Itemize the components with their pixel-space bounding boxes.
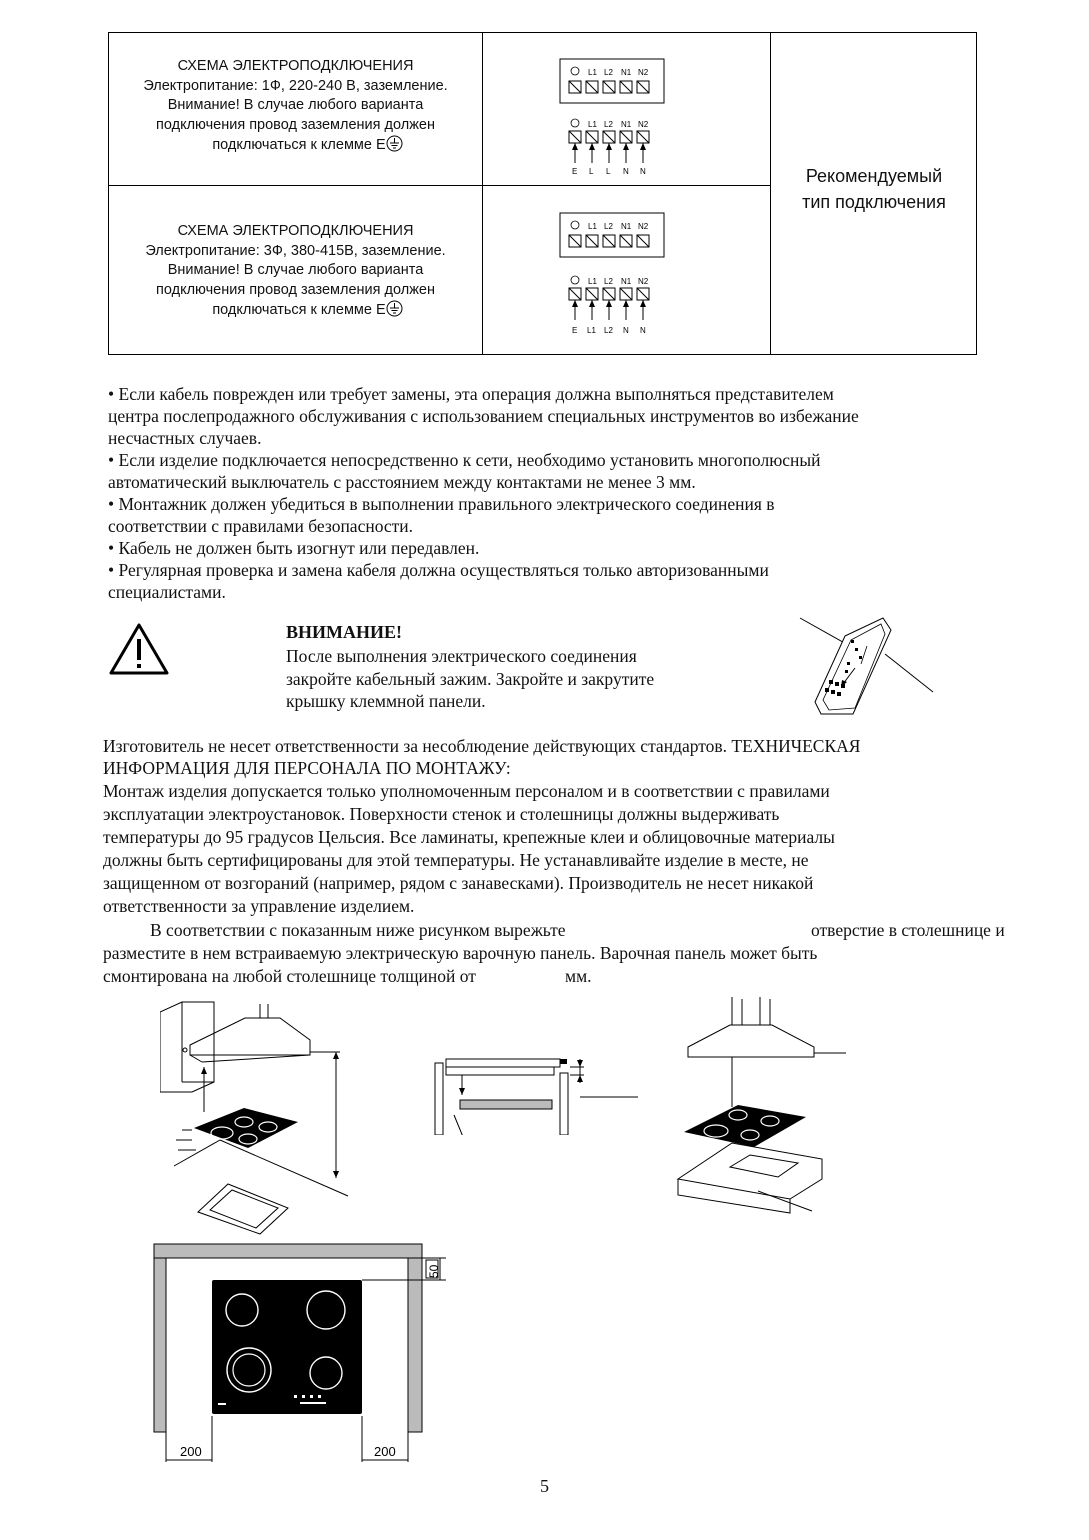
install-line: Монтаж изделия допускается только уполномоченным персоналом и в соответствии с правилами	[103, 781, 830, 801]
terminal-row-bottom	[569, 276, 649, 335]
hood-hob-clearance-illustration	[160, 1000, 360, 1235]
install-line: эксплуатации электроустановок. Поверхности стенок и столешницы должны выдерживать	[103, 804, 780, 824]
cutout-line: отверстие в столешнице и	[811, 920, 1005, 940]
terminal-label: N1	[621, 277, 632, 286]
scheme-2-text	[109, 222, 482, 321]
bullet-line: • Кабель не должен быть изогнут или передавлен.	[108, 538, 480, 558]
bullet-line: • Если кабель поврежден или требует замены, эта операция должна выполняться представителем	[108, 384, 834, 404]
scheme-note-ground	[109, 135, 482, 156]
ground-symbol-icon	[571, 276, 579, 284]
recommended-line: тип подключения	[802, 192, 946, 212]
recommended-connection-label	[771, 163, 977, 215]
hob-clearance-top-view	[150, 1240, 450, 1472]
terminal-label: L2	[604, 222, 613, 231]
wiring-table	[108, 32, 977, 355]
page-number: 5	[540, 1476, 549, 1496]
terminal-label: L2	[604, 277, 613, 286]
wire-label: L2	[604, 326, 613, 335]
dimension-label-left: 200	[180, 1444, 202, 1459]
install-line: температуры до 95 градусов Цельсия. Все ламинаты, крепежные клеи и облицовочные материалы	[103, 827, 835, 847]
ground-symbol-icon	[386, 300, 403, 317]
cutout-line: разместите в нем встраиваемую электрическую варочную панель. Варочная панель может быть	[103, 943, 818, 963]
wire-label: N	[640, 326, 646, 335]
ground-symbol-icon	[571, 221, 579, 229]
scheme-title: СХЕМА ЭЛЕКТРОПОДКЛЮЧЕНИЯ	[177, 58, 414, 74]
countertop-section-illustration	[432, 1055, 642, 1135]
bullet-line: автоматический выключатель с расстоянием между контактами не менее 3 мм.	[108, 472, 696, 492]
cutout-line: смонтирована на любой столешнице толщиной от	[103, 966, 476, 986]
warning-line: крышку клеммной панели.	[286, 691, 486, 711]
scheme-note: подключения провод заземления должен	[156, 281, 435, 298]
recommended-line: Рекомендуемый	[805, 166, 943, 186]
warning-title: ВНИМАНИЕ!	[286, 622, 402, 642]
wire-label: N	[640, 167, 646, 176]
scheme-power: Электропитание: 1Ф, 220-240 В, заземление.	[143, 77, 448, 94]
warning-text	[286, 645, 654, 713]
terminal-diagram-1	[483, 33, 770, 185]
bullet-line: • Монтажник должен убедиться в выполнении правильного электрического соединения в	[108, 494, 775, 514]
bullet-line: специалистами.	[108, 582, 226, 602]
terminal-label: L2	[604, 68, 613, 77]
warning-triangle-icon	[108, 622, 170, 676]
terminal-diagram-2	[483, 186, 770, 354]
cutout-line: В соответствии с показанным ниже рисунком вырежьте	[150, 920, 566, 940]
install-line: ответственности за управление изделием.	[103, 896, 415, 916]
install-line: должны быть сертифицированы для этой температуры. Не устанавливайте изделие в месте, не	[103, 850, 809, 870]
terminal-label: N1	[621, 68, 632, 77]
terminal-label: L1	[588, 68, 597, 77]
table-divider	[109, 185, 482, 186]
scheme-note-ground	[109, 300, 482, 321]
hob-top-view	[212, 1280, 362, 1414]
bullet-line: соответствии с правилами безопасности.	[108, 516, 414, 536]
wire-label: E	[572, 167, 578, 176]
terminal-cover-illustration	[795, 610, 945, 720]
warning-line: закройте кабельный зажим. Закройте и закрутите	[286, 668, 655, 689]
terminal-label: L1	[588, 222, 597, 231]
island-hood-illustration	[672, 995, 847, 1215]
bullet-line: центра послепродажного обслуживания с использованием специальных инструментов во избежание	[108, 406, 859, 426]
terminal-row-bottom	[569, 119, 649, 176]
scheme-1-text	[109, 57, 482, 156]
terminal-label: L2	[604, 120, 613, 129]
scheme-note: Внимание! В случае любого варианта	[167, 262, 424, 278]
dimension-label-right: 200	[374, 1444, 396, 1459]
wire-label: N	[623, 326, 629, 335]
scheme-note: Внимание! В случае любого варианта	[167, 97, 424, 113]
ground-symbol-icon	[571, 119, 579, 127]
wire-label: L	[589, 167, 594, 176]
bullet-line: • Регулярная проверка и замена кабеля должна осуществляться только авторизованными	[108, 560, 769, 580]
terminal-label: N2	[638, 120, 649, 129]
wire-label: L	[606, 167, 611, 176]
cutout-line: мм.	[565, 966, 592, 986]
ground-symbol-icon	[571, 67, 579, 75]
terminal-row-top	[569, 67, 649, 93]
ground-symbol-icon	[386, 135, 403, 152]
install-line: защищенном от возгораний (например, рядом с занавесками). Производитель не несет никакой	[103, 873, 814, 893]
scheme-note: подключаться к клемме E	[212, 137, 386, 153]
terminal-label: L1	[588, 120, 597, 129]
wire-label: L1	[587, 326, 596, 335]
dimension-label-top: 50	[427, 1264, 441, 1278]
install-line: Изготовитель не несет ответственности за несоблюдение действующих стандартов. ТЕХНИЧЕСКАЯ	[103, 736, 861, 756]
scheme-power: Электропитание: 3Ф, 380-415В, заземление.	[145, 242, 446, 259]
scheme-title: СХЕМА ЭЛЕКТРОПОДКЛЮЧЕНИЯ	[177, 223, 414, 239]
terminal-label: N1	[621, 222, 632, 231]
terminal-label: N2	[638, 277, 649, 286]
terminal-label: N2	[638, 222, 649, 231]
bullet-line: • Если изделие подключается непосредственно к сети, необходимо установить многополюсный	[108, 450, 821, 470]
terminal-label: N1	[621, 120, 632, 129]
wire-label: N	[623, 167, 629, 176]
terminal-row-top	[569, 221, 649, 247]
bullet-line: несчастных случаев.	[108, 428, 262, 448]
install-line: ИНФОРМАЦИЯ ДЛЯ ПЕРСОНАЛА ПО МОНТАЖУ:	[103, 758, 511, 778]
scheme-note: подключения провод заземления должен	[156, 116, 435, 133]
terminal-label: L1	[588, 277, 597, 286]
terminal-label: N2	[638, 68, 649, 77]
warning-line: После выполнения электрического соединения	[286, 646, 637, 666]
scheme-note: подключаться к клемме E	[212, 302, 386, 318]
wire-label: E	[572, 326, 578, 335]
